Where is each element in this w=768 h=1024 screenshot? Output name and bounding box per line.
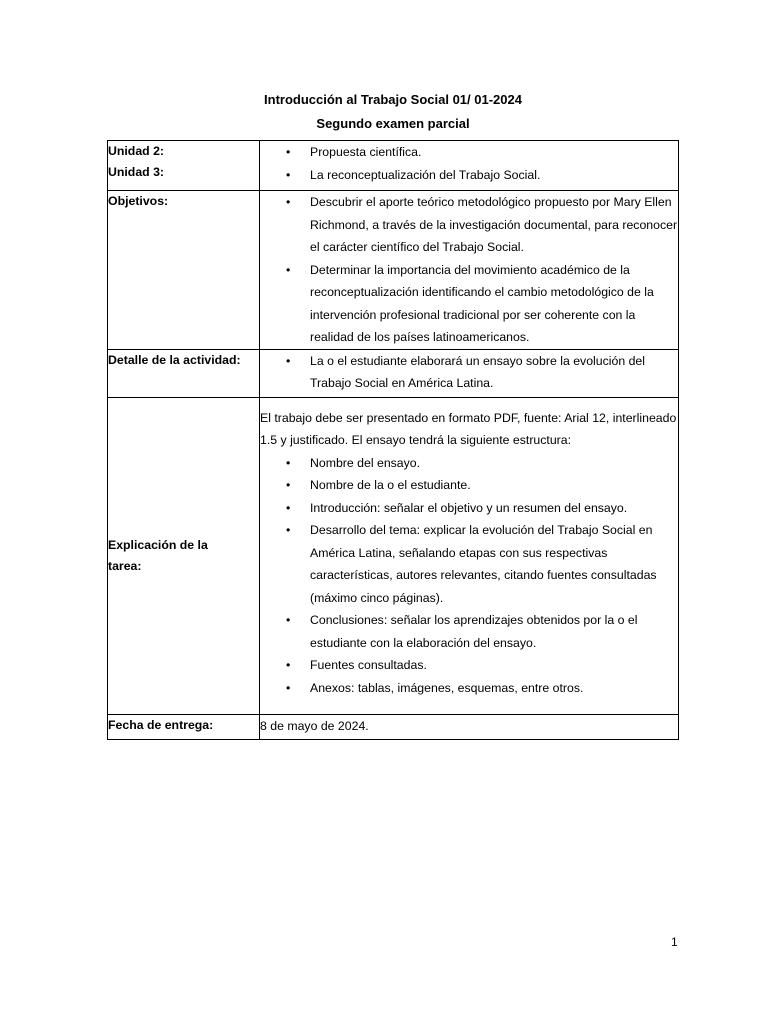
task-label-cell xyxy=(108,397,260,714)
date-label: Fecha de entrega: xyxy=(108,717,214,732)
list-item: • Nombre del ensayo. xyxy=(260,452,678,475)
delivery-date: 8 de mayo de 2024. xyxy=(260,718,369,733)
list-item: • Determinar la importancia del movimiento académico de la reconceptualización identificando el cambio metodológico de la intervención profesional tradicional por ser coherente con la realidad de los países latinoamericanos. xyxy=(260,259,678,349)
list-item: • Introducción: señalar el objetivo y un resumen del ensayo. xyxy=(260,497,678,520)
list-item: • Propuesta científica. xyxy=(260,141,678,164)
activity-content-cell xyxy=(260,349,679,397)
list-item: • Anexos: tablas, imágenes, esquemas, entre otros. xyxy=(260,677,678,700)
objectives-label-cell xyxy=(108,191,260,350)
objectives-list xyxy=(260,191,678,349)
table-row-task xyxy=(108,397,679,714)
task-label-line-2: tarea: xyxy=(108,558,142,573)
list-item: • Conclusiones: señalar los aprendizajes obtenidos por la o el estudiante con la elaboración del ensayo. xyxy=(260,609,678,654)
date-content-cell xyxy=(260,714,679,739)
page-number: 1 xyxy=(671,935,678,949)
task-content-cell xyxy=(260,397,679,714)
task-label-line-1: Explicación de la xyxy=(108,537,208,552)
task-intro: El trabajo debe ser presentado en formato PDF, fuente: Arial 12, interlineado 1.5 y justificado. El ensayo tendrá la siguiente estructura: xyxy=(260,410,677,447)
table-row-objectives xyxy=(108,191,679,350)
unit-2-label: Unidad 2: xyxy=(108,144,165,158)
objectives-content-cell xyxy=(260,191,679,350)
units-label-cell xyxy=(108,141,260,191)
date-label-cell xyxy=(108,714,260,739)
table-row-activity xyxy=(108,349,679,397)
document-title: Introducción al Trabajo Social 01/ 01-2024 xyxy=(264,92,522,107)
task-structure-list xyxy=(260,452,678,700)
activity-label-cell xyxy=(108,349,260,397)
unit-3-label: Unidad 3: xyxy=(108,165,165,179)
activity-list xyxy=(260,350,678,395)
units-list xyxy=(260,141,678,186)
list-item: • Fuentes consultadas. xyxy=(260,654,678,677)
exam-table xyxy=(107,140,679,740)
units-content-cell xyxy=(260,141,679,191)
list-item: • La reconceptualización del Trabajo Social. xyxy=(260,164,678,187)
document-subtitle: Segundo examen parcial xyxy=(316,116,470,131)
list-item: • Desarrollo del tema: explicar la evolución del Trabajo Social en América Latina, señalando etapas con sus respectivas características, autores relevantes, citando fuentes consultadas (máximo cinco páginas). xyxy=(260,519,678,609)
table-row-units xyxy=(108,141,679,191)
objectives-label: Objetivos: xyxy=(108,194,169,208)
activity-label: Detalle de la actividad: xyxy=(108,352,241,367)
table-row-date xyxy=(108,714,679,739)
list-item: • Descubrir el aporte teórico metodológico propuesto por Mary Ellen Richmond, a través de la investigación documental, para reconocer el carácter científico del Trabajo Social. xyxy=(260,191,678,259)
list-item: • La o el estudiante elaborará un ensayo sobre la evolución del Trabajo Social en América Latina. xyxy=(260,350,678,395)
list-item: • Nombre de la o el estudiante. xyxy=(260,474,678,497)
